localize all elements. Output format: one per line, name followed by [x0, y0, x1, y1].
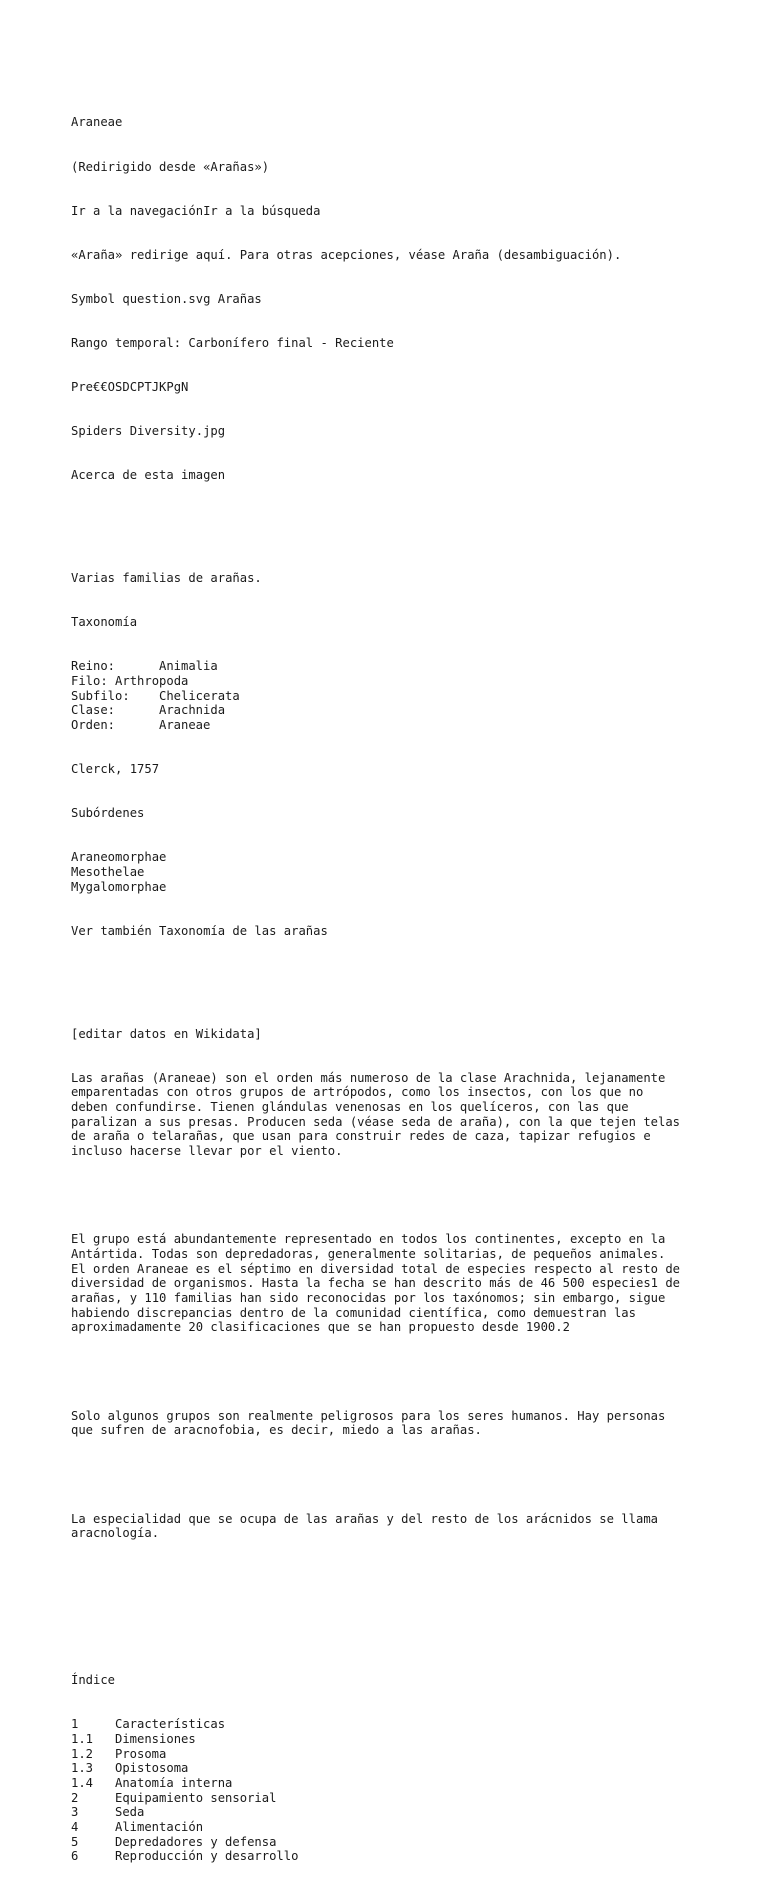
toc-item-label[interactable]: Reproducción y desarrollo — [115, 1849, 299, 1864]
toc-item-label[interactable]: Alimentación — [115, 1820, 204, 1835]
paragraph-line: aracnología. — [71, 1526, 160, 1541]
symbol-line: Symbol question.svg Arañas — [71, 291, 262, 306]
toc-item[interactable] — [71, 1820, 731, 1835]
rank-label: Subfilo: — [71, 688, 130, 703]
toc-item-label[interactable]: Equipamiento sensorial — [115, 1790, 277, 1805]
toc-item-number: 3 — [71, 1805, 79, 1820]
suborders-heading: Subórdenes — [71, 806, 145, 821]
hatnote: «Araña» redirige aquí. Para otras acepciones, véase Araña (desambiguación). — [71, 247, 622, 262]
toc-item[interactable] — [71, 1747, 731, 1762]
paragraph-line: aproximadamente 20 clasificaciones que se han propuesto desde 1900.2 — [71, 1320, 570, 1335]
toc-item-number: 1.2 — [71, 1746, 94, 1761]
rank-label: Clase: — [71, 703, 116, 718]
taxonomy-rank-row — [71, 703, 731, 718]
toc-item-label[interactable]: Características — [115, 1717, 226, 1732]
toc-item-number: 1 — [71, 1717, 79, 1732]
toc-item-label[interactable]: Opistosoma — [115, 1761, 189, 1776]
toc-item[interactable] — [71, 1835, 731, 1850]
document-text — [71, 86, 731, 1879]
suborder-link[interactable]: Mygalomorphae — [71, 879, 167, 894]
spacer — [71, 1570, 731, 1585]
toc-item[interactable] — [71, 1717, 731, 1732]
rank-label: Reino: — [71, 659, 116, 674]
rank-label: Filo: — [71, 673, 108, 688]
toc-item[interactable] — [71, 1805, 731, 1820]
toc-title: Índice — [71, 1673, 116, 1688]
taxonomy-authority: Clerck, 1757 — [71, 762, 160, 777]
toc-item[interactable] — [71, 1791, 731, 1806]
period-codes: Pre€€OSDCPTJKPgN — [71, 379, 189, 394]
see-also-link[interactable]: Ver también Taxonomía de las arañas — [71, 923, 328, 938]
toc-item-label[interactable]: Depredadores y defensa — [115, 1834, 277, 1849]
taxonomy-rank-row — [71, 674, 731, 689]
paragraph-line: deben confundirse. Tienen glándulas venenosas en los quelíceros, con las que — [71, 1100, 629, 1115]
taxonomy-rank-row — [71, 689, 731, 704]
paragraph-line: paralizan a sus presas. Producen seda (véase seda de araña), con la que tejen telas — [71, 1114, 681, 1129]
paragraph-line: emparentadas con otros grupos de artrópodos, como los insectos, con los que no — [71, 1085, 644, 1100]
temporal-range: Rango temporal: Carbonífero final - Reciente — [71, 335, 394, 350]
toc-item-number: 2 — [71, 1790, 79, 1805]
paragraph-line: incluso hacerse llevar por el viento. — [71, 1144, 343, 1159]
toc-item-number: 5 — [71, 1834, 79, 1849]
toc-item-number: 6 — [71, 1849, 79, 1864]
paragraph-line: de araña o telarañas, que usan para construir redes de caza, tapizar refugios e — [71, 1129, 651, 1144]
taxonomy-heading: Taxonomía — [71, 615, 138, 630]
paragraph-line: diversidad de organismos. Hasta la fecha se han descrito más de 46 500 especies1 de — [71, 1276, 681, 1291]
image-caption: Varias familias de arañas. — [71, 571, 262, 586]
spacer — [71, 1188, 731, 1203]
paragraph-line: que sufren de aracnofobia, es decir, miedo a las arañas. — [71, 1423, 482, 1438]
paragraph-line: El grupo está abundantemente representado en todos los continentes, excepto en la — [71, 1232, 666, 1247]
toc-item-label[interactable]: Seda — [115, 1805, 145, 1820]
rank-label: Orden: — [71, 717, 116, 732]
toc-item-number: 4 — [71, 1820, 79, 1835]
paragraph-line: El orden Araneae es el séptimo en diversidad total de especies respecto al resto de — [71, 1261, 681, 1276]
toc-item-number: 1.1 — [71, 1731, 94, 1746]
paragraph-line: La especialidad que se ocupa de las arañas y del resto de los arácnidos se llama — [71, 1511, 658, 1526]
toc-item-label[interactable]: Dimensiones — [115, 1731, 196, 1746]
rank-value-link[interactable]: Araneae — [159, 717, 211, 732]
toc-item[interactable] — [71, 1776, 731, 1791]
taxonomy-rank-row — [71, 718, 731, 733]
edit-wikidata-link[interactable]: [editar datos en Wikidata] — [71, 1026, 262, 1041]
rank-value-link[interactable]: Arachnida — [159, 703, 226, 718]
rank-value-link[interactable]: Animalia — [159, 659, 218, 674]
spacer — [71, 1467, 731, 1482]
taxonomy-rank-row — [71, 659, 731, 674]
image-filename[interactable]: Spiders Diversity.jpg — [71, 424, 226, 439]
paragraph-line: Las arañas (Araneae) son el orden más numeroso de la clase Arachnida, lejanamente — [71, 1070, 666, 1085]
distribution-paragraph — [71, 1232, 731, 1335]
toc-item[interactable] — [71, 1732, 731, 1747]
spacer — [71, 1365, 731, 1380]
taxonomy-ranks — [71, 659, 731, 732]
table-of-contents — [71, 1717, 731, 1864]
redirect-note: (Redirigido desde «Arañas») — [71, 159, 270, 174]
toc-item-label[interactable]: Anatomía interna — [115, 1776, 233, 1791]
suborder-link[interactable]: Araneomorphae — [71, 850, 167, 865]
rank-value-link[interactable]: Arthropoda — [107, 673, 189, 688]
danger-paragraph — [71, 1409, 731, 1438]
suborder-link[interactable]: Mesothelae — [71, 864, 145, 879]
image-about-link[interactable]: Acerca de esta imagen — [71, 468, 226, 483]
suborders-list — [71, 850, 731, 894]
toc-item[interactable] — [71, 1761, 731, 1776]
intro-paragraph — [71, 1071, 731, 1159]
spacer — [71, 968, 731, 983]
toc-item-number: 1.3 — [71, 1761, 94, 1776]
arachnology-paragraph — [71, 1512, 731, 1541]
toc-item[interactable] — [71, 1849, 731, 1864]
article-title: Araneae — [71, 115, 123, 130]
paragraph-line: arañas, y 110 familias han sido reconocidas por los taxónomos; sin embargo, sigue — [71, 1291, 666, 1306]
paragraph-line: Antártida. Todas son depredadoras, generalmente solitarias, de pequeños animales. — [71, 1247, 666, 1262]
paragraph-line: Solo algunos grupos son realmente peligrosos para los seres humanos. Hay personas — [71, 1408, 666, 1423]
spacer — [71, 1614, 731, 1629]
navigation-links[interactable]: Ir a la navegaciónIr a la búsqueda — [71, 203, 321, 218]
spacer — [71, 512, 731, 527]
toc-item-number: 1.4 — [71, 1776, 94, 1791]
toc-item-label[interactable]: Prosoma — [115, 1746, 167, 1761]
paragraph-line: habiendo discrepancias dentro de la comunidad científica, como demuestran las — [71, 1305, 636, 1320]
rank-value-link[interactable]: Chelicerata — [159, 688, 240, 703]
